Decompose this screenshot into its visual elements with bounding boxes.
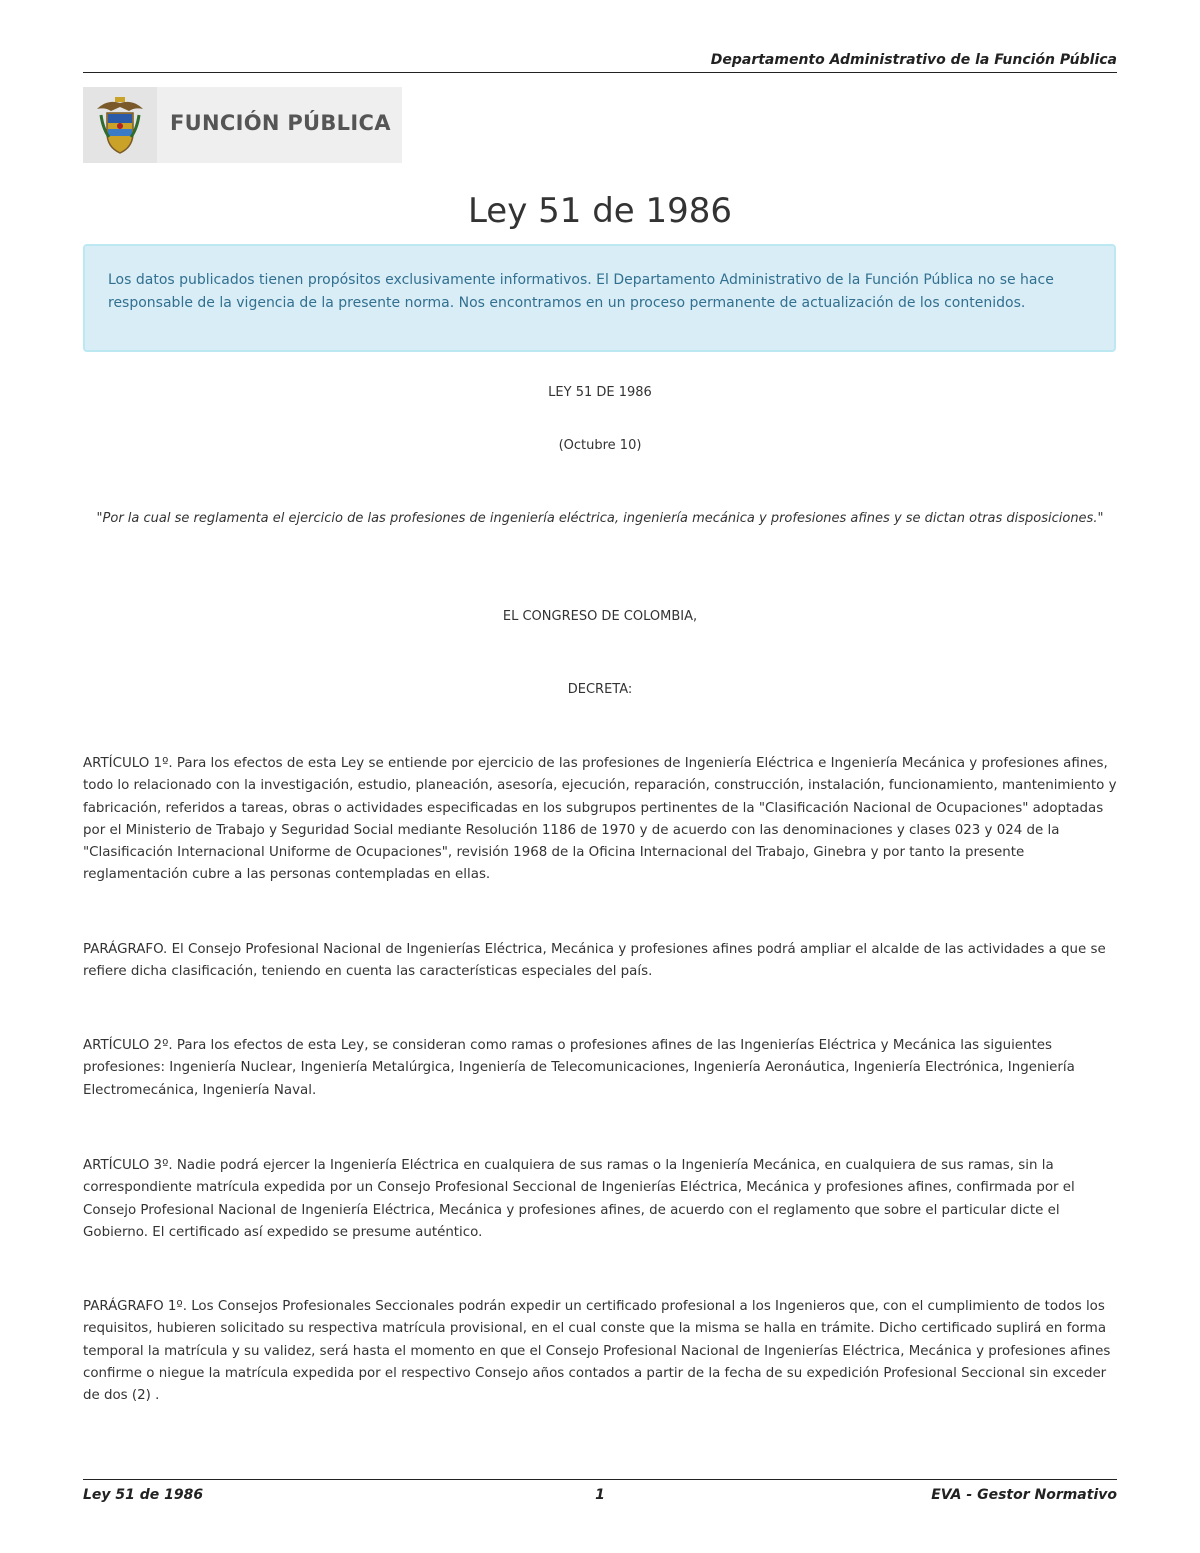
page-header <box>83 50 1117 73</box>
congress-heading: EL CONGRESO DE COLOMBIA, <box>502 609 698 624</box>
article-1-paragraph: PARÁGRAFO. El Consejo Profesional Nacional de Ingenierías Eléctrica, Mecánica y profesiones afines podrá ampliar el alcalde de las actividades a que se refiere dicha clasificación, teniendo en cuenta las características especiales del país. <box>83 942 1106 980</box>
article-1: ARTÍCULO 1º. Para los efectos de esta Ley se entiende por ejercicio de las profesiones de Ingeniería Eléctrica e Ingeniería Mecánica y profesiones afines, todo lo relacionado con la investigación, estudio, planeación, asesoría, ejecución, reparación, construcción, instalación, funcionamiento, mantenimiento y fabricación, referidos a tareas, obras o actividades especificadas en los subgrupos pertinentes de la "Clasificación Nacional de Ocupaciones" adoptadas por el Ministerio de Trabajo y Seguridad Social mediante Resolución 1186 de 1970 y de acuerdo con las denominaciones y clases 023 y 024 de la "Clasificación Internacional Uniforme de Ocupaciones", revisión 1968 de la Oficina Internacional del Trabajo, Ginebra y por tanto la presente reglamentación cubre a las personas contempladas en ellas. <box>83 756 1117 883</box>
decreta-heading: DECRETA: <box>567 682 633 697</box>
footer-page-number: 1 <box>595 1487 605 1503</box>
department-name: Departamento Administrativo de la Función Pública <box>710 52 1117 68</box>
logo-brand-text: FUNCIÓN PÚBLICA <box>170 111 391 135</box>
law-date: (Octubre 10) <box>558 438 642 453</box>
article-3-paragraph-1: PARÁGRAFO 1º. Los Consejos Profesionales Seccionales podrán expedir un certificado profesional a los Ingenieros que, con el cumplimiento de todos los requisitos, hubieren solicitado su respectiva matrícula provisional, en el cual conste que la misma se halla en trámite. Dicho certificado suplirá en forma temporal la matrícula y su validez, será hasta el momento en que el Consejo Profesional Nacional de Ingenierías Eléctrica, Mecánica y profesiones afines confirme o niegue la matrícula expedida por el respectivo Consejo años contados a partir de la fecha de su expedición Profesional Seccional sin exceder de dos (2) . <box>83 1299 1111 1404</box>
footer-source: EVA - Gestor Normativo <box>931 1487 1117 1503</box>
footer-law-name: Ley 51 de 1986 <box>83 1487 204 1503</box>
disclaimer-notice: Los datos publicados tienen propósitos exclusivamente informativos. El Departamento Administrativo de la Función Pública no se hace responsable de la vigencia de la presente norma. Nos encontramos en un proceso permanente de actualización de los contenidos. <box>83 244 1116 352</box>
document-title: Ley 51 de 1986 <box>467 191 733 231</box>
colombia-coat-of-arms-icon <box>83 87 157 163</box>
law-subtitle: "Por la cual se reglamenta el ejercicio de las profesiones de ingeniería eléctrica, ingeniería mecánica y profesiones afines y se dictan otras disposiciones." <box>96 511 1104 526</box>
article-2: ARTÍCULO 2º. Para los efectos de esta Ley, se consideran como ramas o profesiones afines de las Ingenierías Eléctrica y Mecánica las siguientes profesiones: Ingeniería Nuclear, Ingeniería Metalúrgica, Ingeniería de Telecomunicaciones, Ingeniería Aeronáutica, Ingeniería Electrónica, Ingeniería Electromecánica, Ingeniería Naval. <box>83 1038 1075 1098</box>
law-heading: LEY 51 DE 1986 <box>548 385 652 400</box>
article-3: ARTÍCULO 3º. Nadie podrá ejercer la Ingeniería Eléctrica en cualquiera de sus ramas o la Ingeniería Mecánica, en cualquiera de sus ramas, sin la correspondiente matrícula expedida por un Consejo Profesional Seccional de Ingenierías Eléctrica, Mecánica y profesiones afines, confirmada por el Consejo Profesional Nacional de Ingeniería Eléctrica, Mecánica y profesiones afines, de acuerdo con el reglamento que sobre el particular dicte el Gobierno. El certificado así expedido se presume auténtico. <box>83 1158 1075 1240</box>
page-footer <box>83 1479 1117 1508</box>
funcion-publica-logo <box>83 87 402 163</box>
